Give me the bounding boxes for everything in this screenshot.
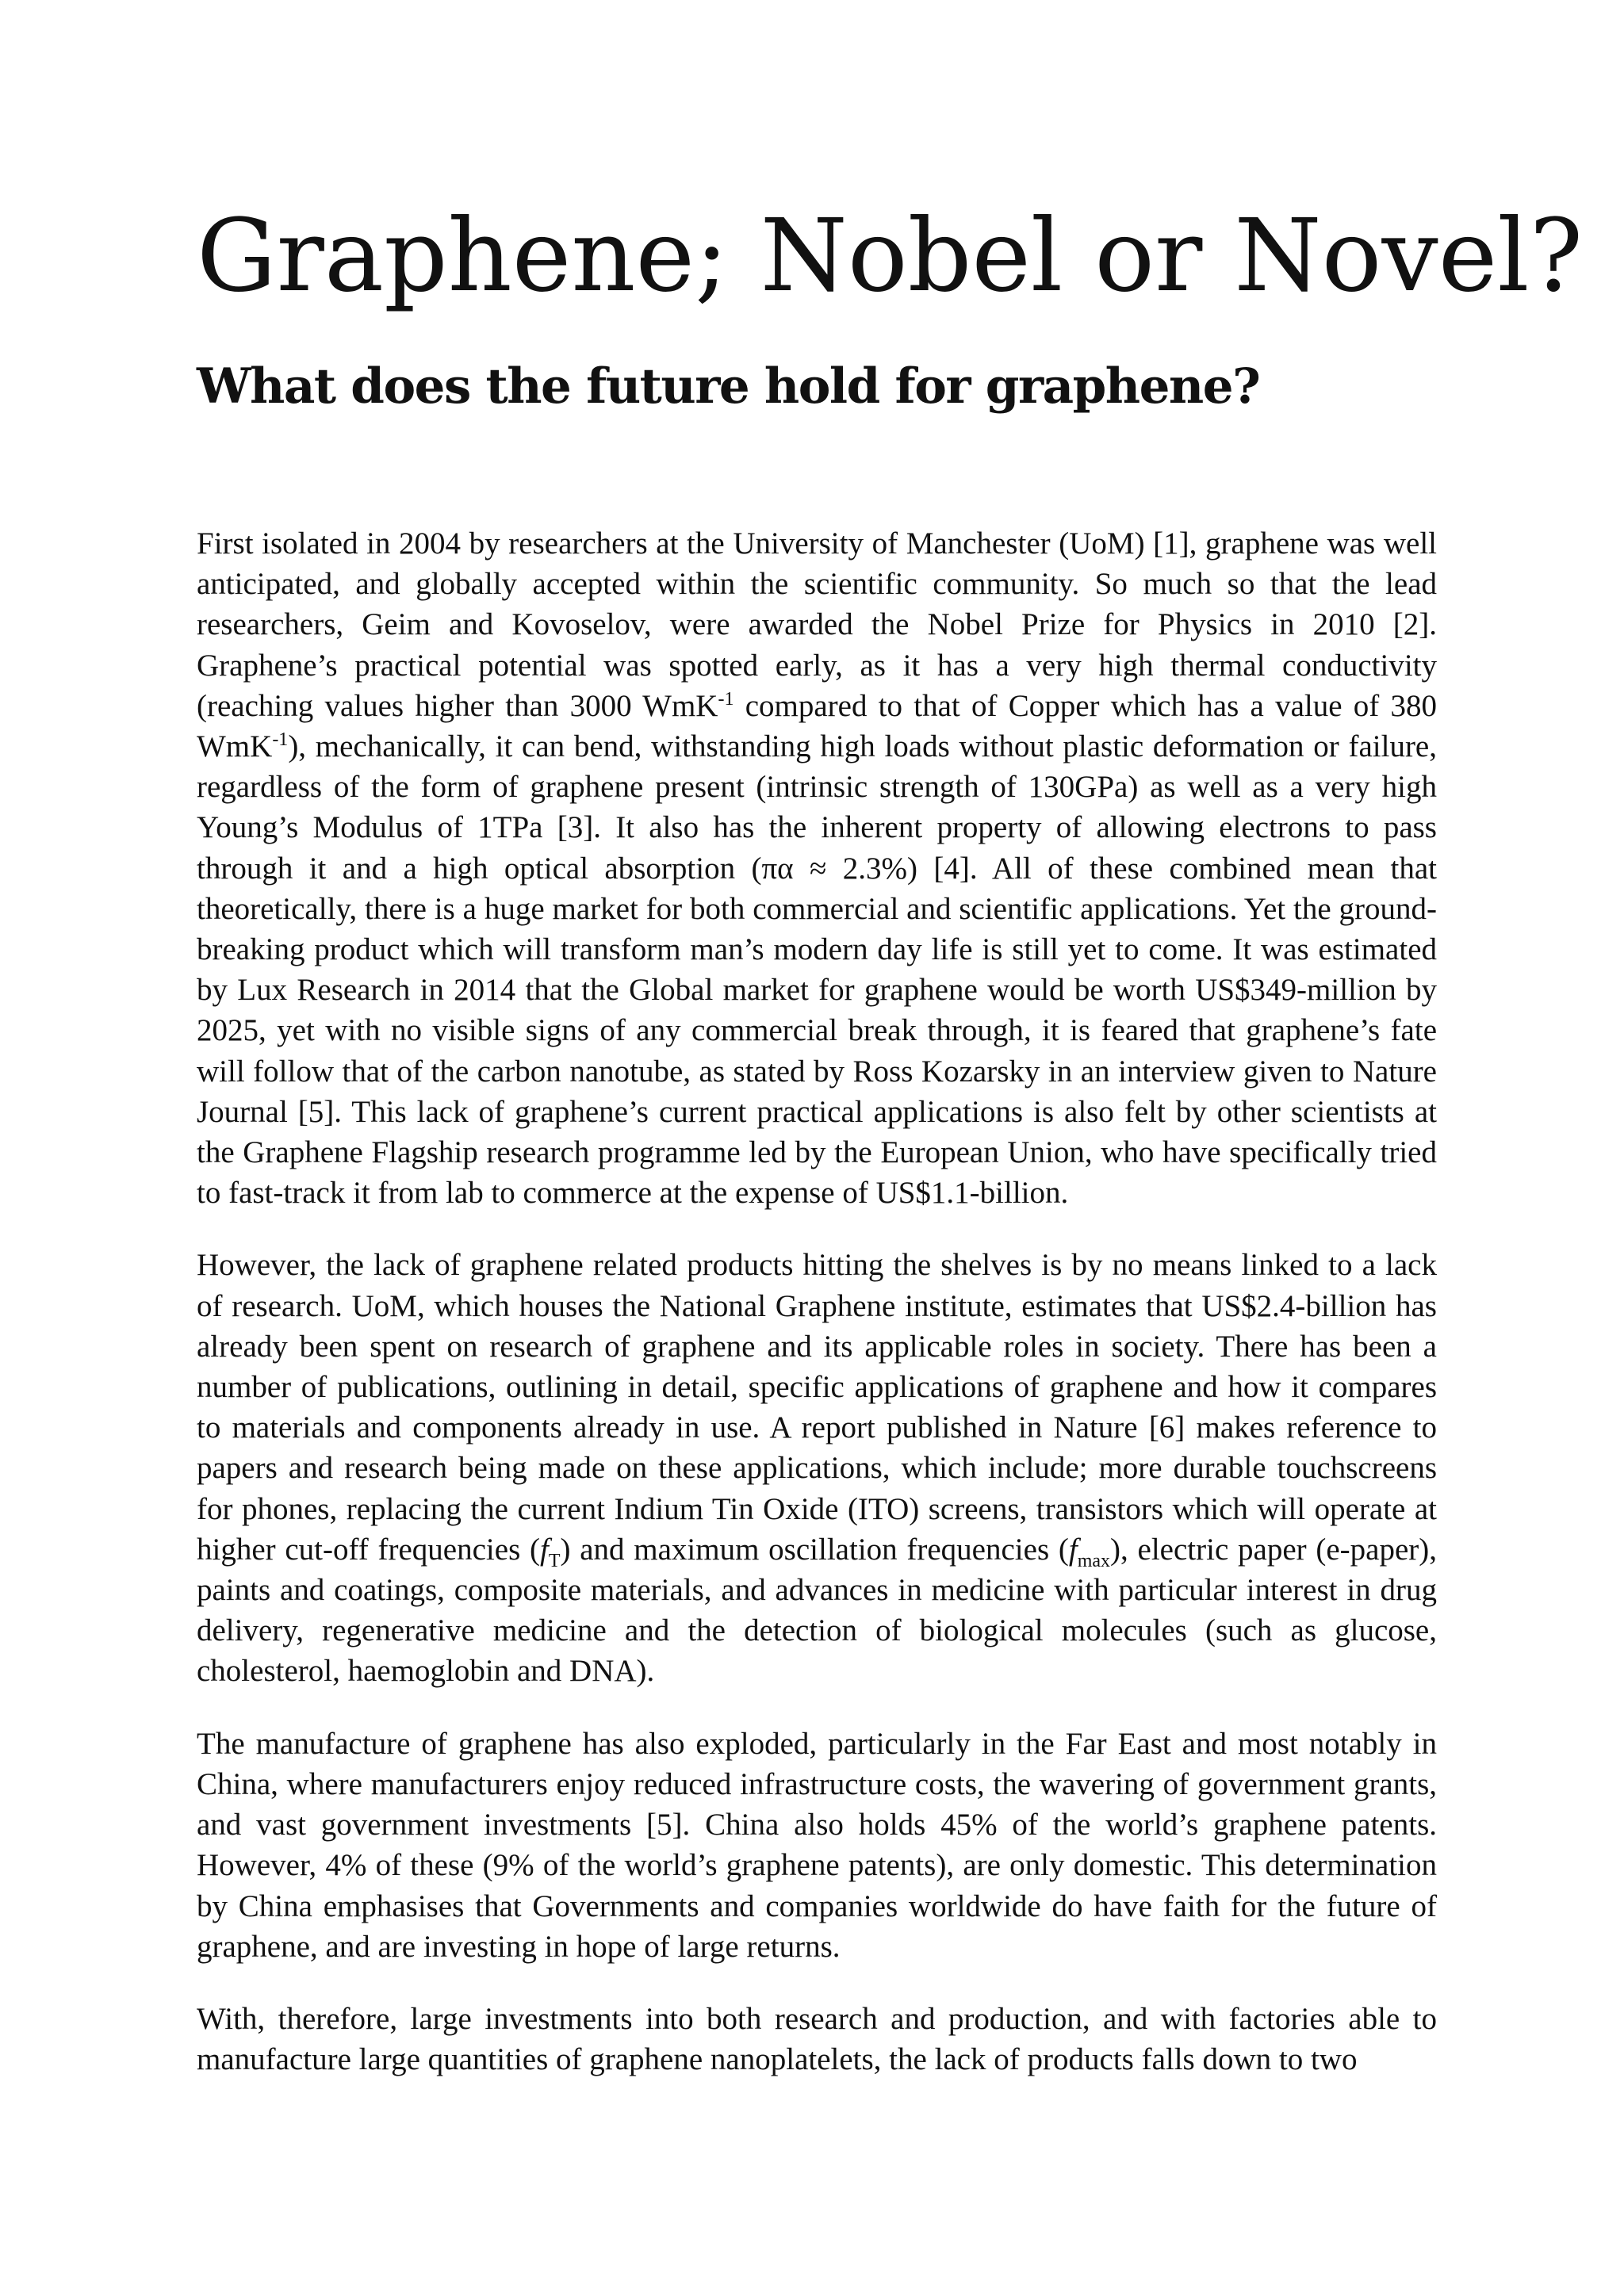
paragraph-1-text-b: compared to that of Copper which has a value of 380 WmK	[197, 688, 1437, 764]
paragraph-3: The manufacture of graphene has also exploded, particularly in the Far East and most notably in China, where manufacturers enjoy reduced infrastructure costs, the wavering of government grants, and vast government investments [5]. China also holds 45% of the world’s graphene patents. However, 4% of these (9% of the world’s graphene patents), are only domestic. This determination by China emphasises that Governments and companies worldwide do have faith for the future of graphene, and are investing in hope of large returns.	[197, 1726, 1437, 1964]
paragraph-2-text-a: However, the lack of graphene related products hitting the shelves is by no means linked to a lack of research. UoM, which houses the National Graphene institute, estimates that US$2.4-billion has already been spent on research of graphene and its applicable roles in society. There has been a number of publications, outlining in detail, specific applications of graphene and how it compares to materials and components already in use. A report published in Nature [6] makes reference to papers and research being made on these applications, which include; more durable touchscreens for phones, replacing the current Indium Tin Oxide (ITO) screens, transistors which will operate at higher cut-off frequencies (	[197, 1248, 1437, 1567]
paragraph-2	[197, 1245, 1437, 1691]
paragraph-2-text-b: ) and maximum oscillation frequencies (	[560, 1532, 1069, 1567]
document-title: Graphene; Nobel or Novel?	[197, 197, 1584, 314]
paragraph-1-text-c: ), mechanically, it can bend, withstanding high loads without plastic deformation or failure, regardless of the form of graphene present (intrinsic strength of 130GPa) as well as a very high Young’s Modulus of 1TPa [3]. It also has the inherent property of allowing electrons to pass through it and a high optical absorption (πα ≈ 2.3%) [4]. All of these combined mean that theoretically, there is a huge market for both commercial and scientific applications. Yet the ground-breaking product which will transform man’s modern day life is still yet to come. It was estimated by Lux Research in 2014 that the Global market for graphene would be worth US$349-million by 2025, yet with no visible signs of any commercial break through, it is feared that graphene’s fate will follow that of the carbon nanotube, as stated by Ross Kozarsky in an interview given to Nature Journal [5]. This lack of graphene’s current practical applications is also felt by other scientists at the Graphene Flagship research programme led by the European Union, who have specifically tried to fast-track it from lab to commerce at the expense of US$1.1-billion.	[197, 729, 1437, 1211]
paragraph-4: With, therefore, large investments into both research and production, and with factories able to manufacture large quantities of graphene nanoplatelets, the lack of products falls down to two	[197, 2001, 1437, 2077]
subscript: T	[548, 1550, 561, 1571]
document-subtitle: What does the future hold for graphene?	[197, 358, 1260, 415]
superscript: -1	[272, 729, 289, 751]
paragraph-1-text-a: First isolated in 2004 by researchers at the University of Manchester (UoM) [1], graphene was well anticipated, and globally accepted within the scientific community. So much so that the lead researchers, Geim and Kovoselov, were awarded the Nobel Prize for Physics in 2010 [2]. Graphene’s practical potential was spotted early, as it has a very high thermal conductivity (reaching values higher than 3000 WmK	[197, 526, 1437, 723]
subscript: max	[1077, 1550, 1111, 1571]
document-body	[197, 523, 1437, 2111]
math-symbol: f	[1068, 1532, 1078, 1567]
paragraph-2-text-c: ), electric paper (e-paper), paints and coatings, composite materials, and advances in medicine with particular interest in drug delivery, regenerative medicine and the detection of biological molecules (such as glucose, cholesterol, haemoglobin and DNA).	[197, 1532, 1437, 1689]
paragraph-1	[197, 523, 1437, 1213]
math-symbol: f	[539, 1532, 549, 1567]
superscript: -1	[718, 688, 734, 710]
